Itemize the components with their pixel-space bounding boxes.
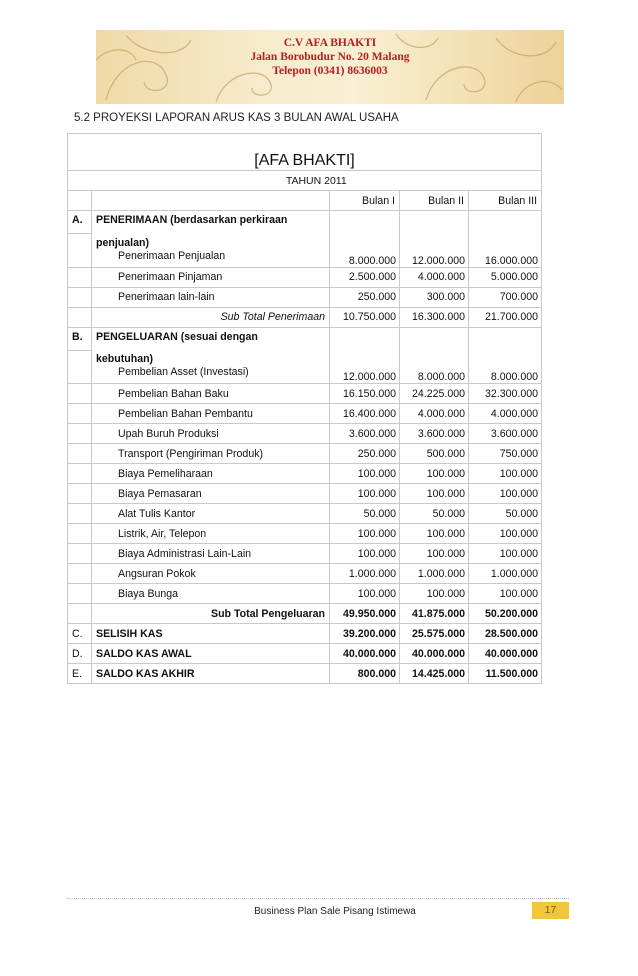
summary-label: SELISIH KAS (92, 624, 330, 644)
row-label: Listrik, Air, Telepon (92, 524, 330, 544)
summary-value: 40.000.000 (400, 644, 469, 664)
cell-value: 4.000.000 (400, 267, 469, 287)
cell-value: 16.400.000 (330, 404, 400, 424)
table-title-row (68, 134, 542, 171)
company-phone: Telepon (0341) 8636003 (272, 65, 388, 77)
summary-value: 40.000.000 (330, 644, 400, 664)
row-label: Penerimaan Pinjaman (92, 267, 330, 287)
cell-value: 16.000.000 (469, 234, 542, 268)
row-label: Penerimaan Penjualan (118, 249, 226, 262)
table-row (68, 484, 542, 504)
row-label: Biaya Pemasaran (92, 484, 330, 504)
summary-value: 11.500.000 (469, 664, 542, 684)
column-header: Bulan III (469, 191, 542, 211)
table-row (68, 350, 542, 384)
summary-row (68, 624, 542, 644)
subtotal-value: 21.700.000 (469, 307, 542, 327)
summary-row (68, 664, 542, 684)
summary-label: SALDO KAS AKHIR (92, 664, 330, 684)
cell-value: 100.000 (400, 484, 469, 504)
cell-value: 2.500.000 (330, 267, 400, 287)
table-row (68, 267, 542, 287)
footer-divider (67, 898, 569, 899)
table-row (68, 404, 542, 424)
letterhead-banner (96, 30, 564, 104)
section-heading-cont: kebutuhan) (96, 353, 154, 365)
cell-value: 32.300.000 (469, 384, 542, 404)
row-label: Pembelian Asset (Investasi) (118, 366, 249, 378)
subtotal-value: 41.875.000 (400, 604, 469, 624)
row-label: Alat Tulis Kantor (92, 504, 330, 524)
row-label: Penerimaan lain-lain (92, 287, 330, 307)
row-label: Pembelian Bahan Baku (92, 384, 330, 404)
row-label: Pembelian Bahan Pembantu (92, 404, 330, 424)
cell-value: 100.000 (330, 544, 400, 564)
row-label: Biaya Bunga (92, 584, 330, 604)
table-row (68, 444, 542, 464)
table-title: [AFA BHAKTI] (68, 134, 542, 171)
section-letter: C. (68, 624, 92, 644)
subtotal-value: 16.300.000 (400, 307, 469, 327)
section-heading: PENGELUARAN (sesuai dengan (92, 327, 330, 350)
section-heading-cont: penjualan) (96, 236, 149, 249)
company-name: C.V AFA BHAKTI (283, 37, 377, 49)
cell-value: 100.000 (469, 524, 542, 544)
cell-value: 100.000 (400, 584, 469, 604)
page-number: 17 (532, 902, 569, 919)
section-letter: E. (68, 664, 92, 684)
section-heading-row (68, 211, 542, 234)
table-row (68, 234, 542, 268)
table-row (68, 584, 542, 604)
cell-value: 3.600.000 (400, 424, 469, 444)
table-row (68, 384, 542, 404)
cell-value: 100.000 (400, 524, 469, 544)
cell-value: 100.000 (469, 584, 542, 604)
cell-value: 100.000 (400, 544, 469, 564)
section-title: 5.2 PROYEKSI LAPORAN ARUS KAS 3 BULAN AWAL USAHA (74, 112, 399, 124)
cell-value: 12.000.000 (400, 234, 469, 268)
section-letter: B. (68, 327, 92, 350)
row-label: Biaya Pemeliharaan (92, 464, 330, 484)
cell-value: 1.000.000 (330, 564, 400, 584)
subtotal-row (68, 604, 542, 624)
company-address: Jalan Borobudur No. 20 Malang (250, 51, 410, 63)
cell-value: 100.000 (469, 464, 542, 484)
cell-value: 5.000.000 (469, 267, 542, 287)
summary-row (68, 644, 542, 664)
subtotal-label: Sub Total Pengeluaran (92, 604, 330, 624)
table-row (68, 544, 542, 564)
row-label: Transport (Pengiriman Produk) (92, 444, 330, 464)
summary-value: 14.425.000 (400, 664, 469, 684)
cell-value: 8.000.000 (400, 350, 469, 384)
summary-value: 28.500.000 (469, 624, 542, 644)
subtotal-value: 49.950.000 (330, 604, 400, 624)
table-row (68, 287, 542, 307)
table-row (68, 564, 542, 584)
cell-value: 100.000 (469, 544, 542, 564)
cell-value: 8.000.000 (330, 234, 400, 268)
column-header: Bulan II (400, 191, 469, 211)
cell-value: 4.000.000 (400, 404, 469, 424)
cash-flow-table (67, 133, 542, 684)
summary-label: SALDO KAS AWAL (92, 644, 330, 664)
section-heading: PENERIMAAN (berdasarkan perkiraan (92, 211, 330, 234)
cell-value: 8.000.000 (469, 350, 542, 384)
column-header-row (68, 191, 542, 211)
cell-value: 100.000 (330, 524, 400, 544)
cell-value: 3.600.000 (330, 424, 400, 444)
cell-value: 100.000 (330, 464, 400, 484)
summary-value: 25.575.000 (400, 624, 469, 644)
cell-value: 12.000.000 (330, 350, 400, 384)
cell-value: 50.000 (400, 504, 469, 524)
cell-value: 24.225.000 (400, 384, 469, 404)
table-row (68, 524, 542, 544)
cell-value: 50.000 (330, 504, 400, 524)
column-header: Bulan I (330, 191, 400, 211)
summary-value: 39.200.000 (330, 624, 400, 644)
cell-value: 100.000 (330, 584, 400, 604)
section-letter: A. (68, 211, 92, 234)
subtotal-value: 10.750.000 (330, 307, 400, 327)
cell-value: 750.000 (469, 444, 542, 464)
cell-value: 700.000 (469, 287, 542, 307)
summary-value: 800.000 (330, 664, 400, 684)
summary-value: 40.000.000 (469, 644, 542, 664)
table-year: TAHUN 2011 (92, 171, 542, 191)
cell-value: 100.000 (400, 464, 469, 484)
cell-value: 250.000 (330, 444, 400, 464)
subtotal-value: 50.200.000 (469, 604, 542, 624)
table-row (68, 504, 542, 524)
section-heading-row (68, 327, 542, 350)
cell-value: 100.000 (469, 484, 542, 504)
cell-value: 250.000 (330, 287, 400, 307)
cell-value: 4.000.000 (469, 404, 542, 424)
row-label: Biaya Administrasi Lain-Lain (92, 544, 330, 564)
cell-value: 300.000 (400, 287, 469, 307)
cell-value: 50.000 (469, 504, 542, 524)
table-year-row (68, 171, 542, 191)
table-row (68, 464, 542, 484)
cell-value: 3.600.000 (469, 424, 542, 444)
cell-value: 500.000 (400, 444, 469, 464)
subtotal-row (68, 307, 542, 327)
row-label: Upah Buruh Produksi (92, 424, 330, 444)
footer-title: Business Plan Sale Pisang Istimewa (254, 906, 416, 917)
cell-value: 1.000.000 (400, 564, 469, 584)
cell-value: 16.150.000 (330, 384, 400, 404)
subtotal-label: Sub Total Penerimaan (92, 307, 330, 327)
table-row (68, 424, 542, 444)
section-letter: D. (68, 644, 92, 664)
cell-value: 1.000.000 (469, 564, 542, 584)
cell-value: 100.000 (330, 484, 400, 504)
row-label: Angsuran Pokok (92, 564, 330, 584)
